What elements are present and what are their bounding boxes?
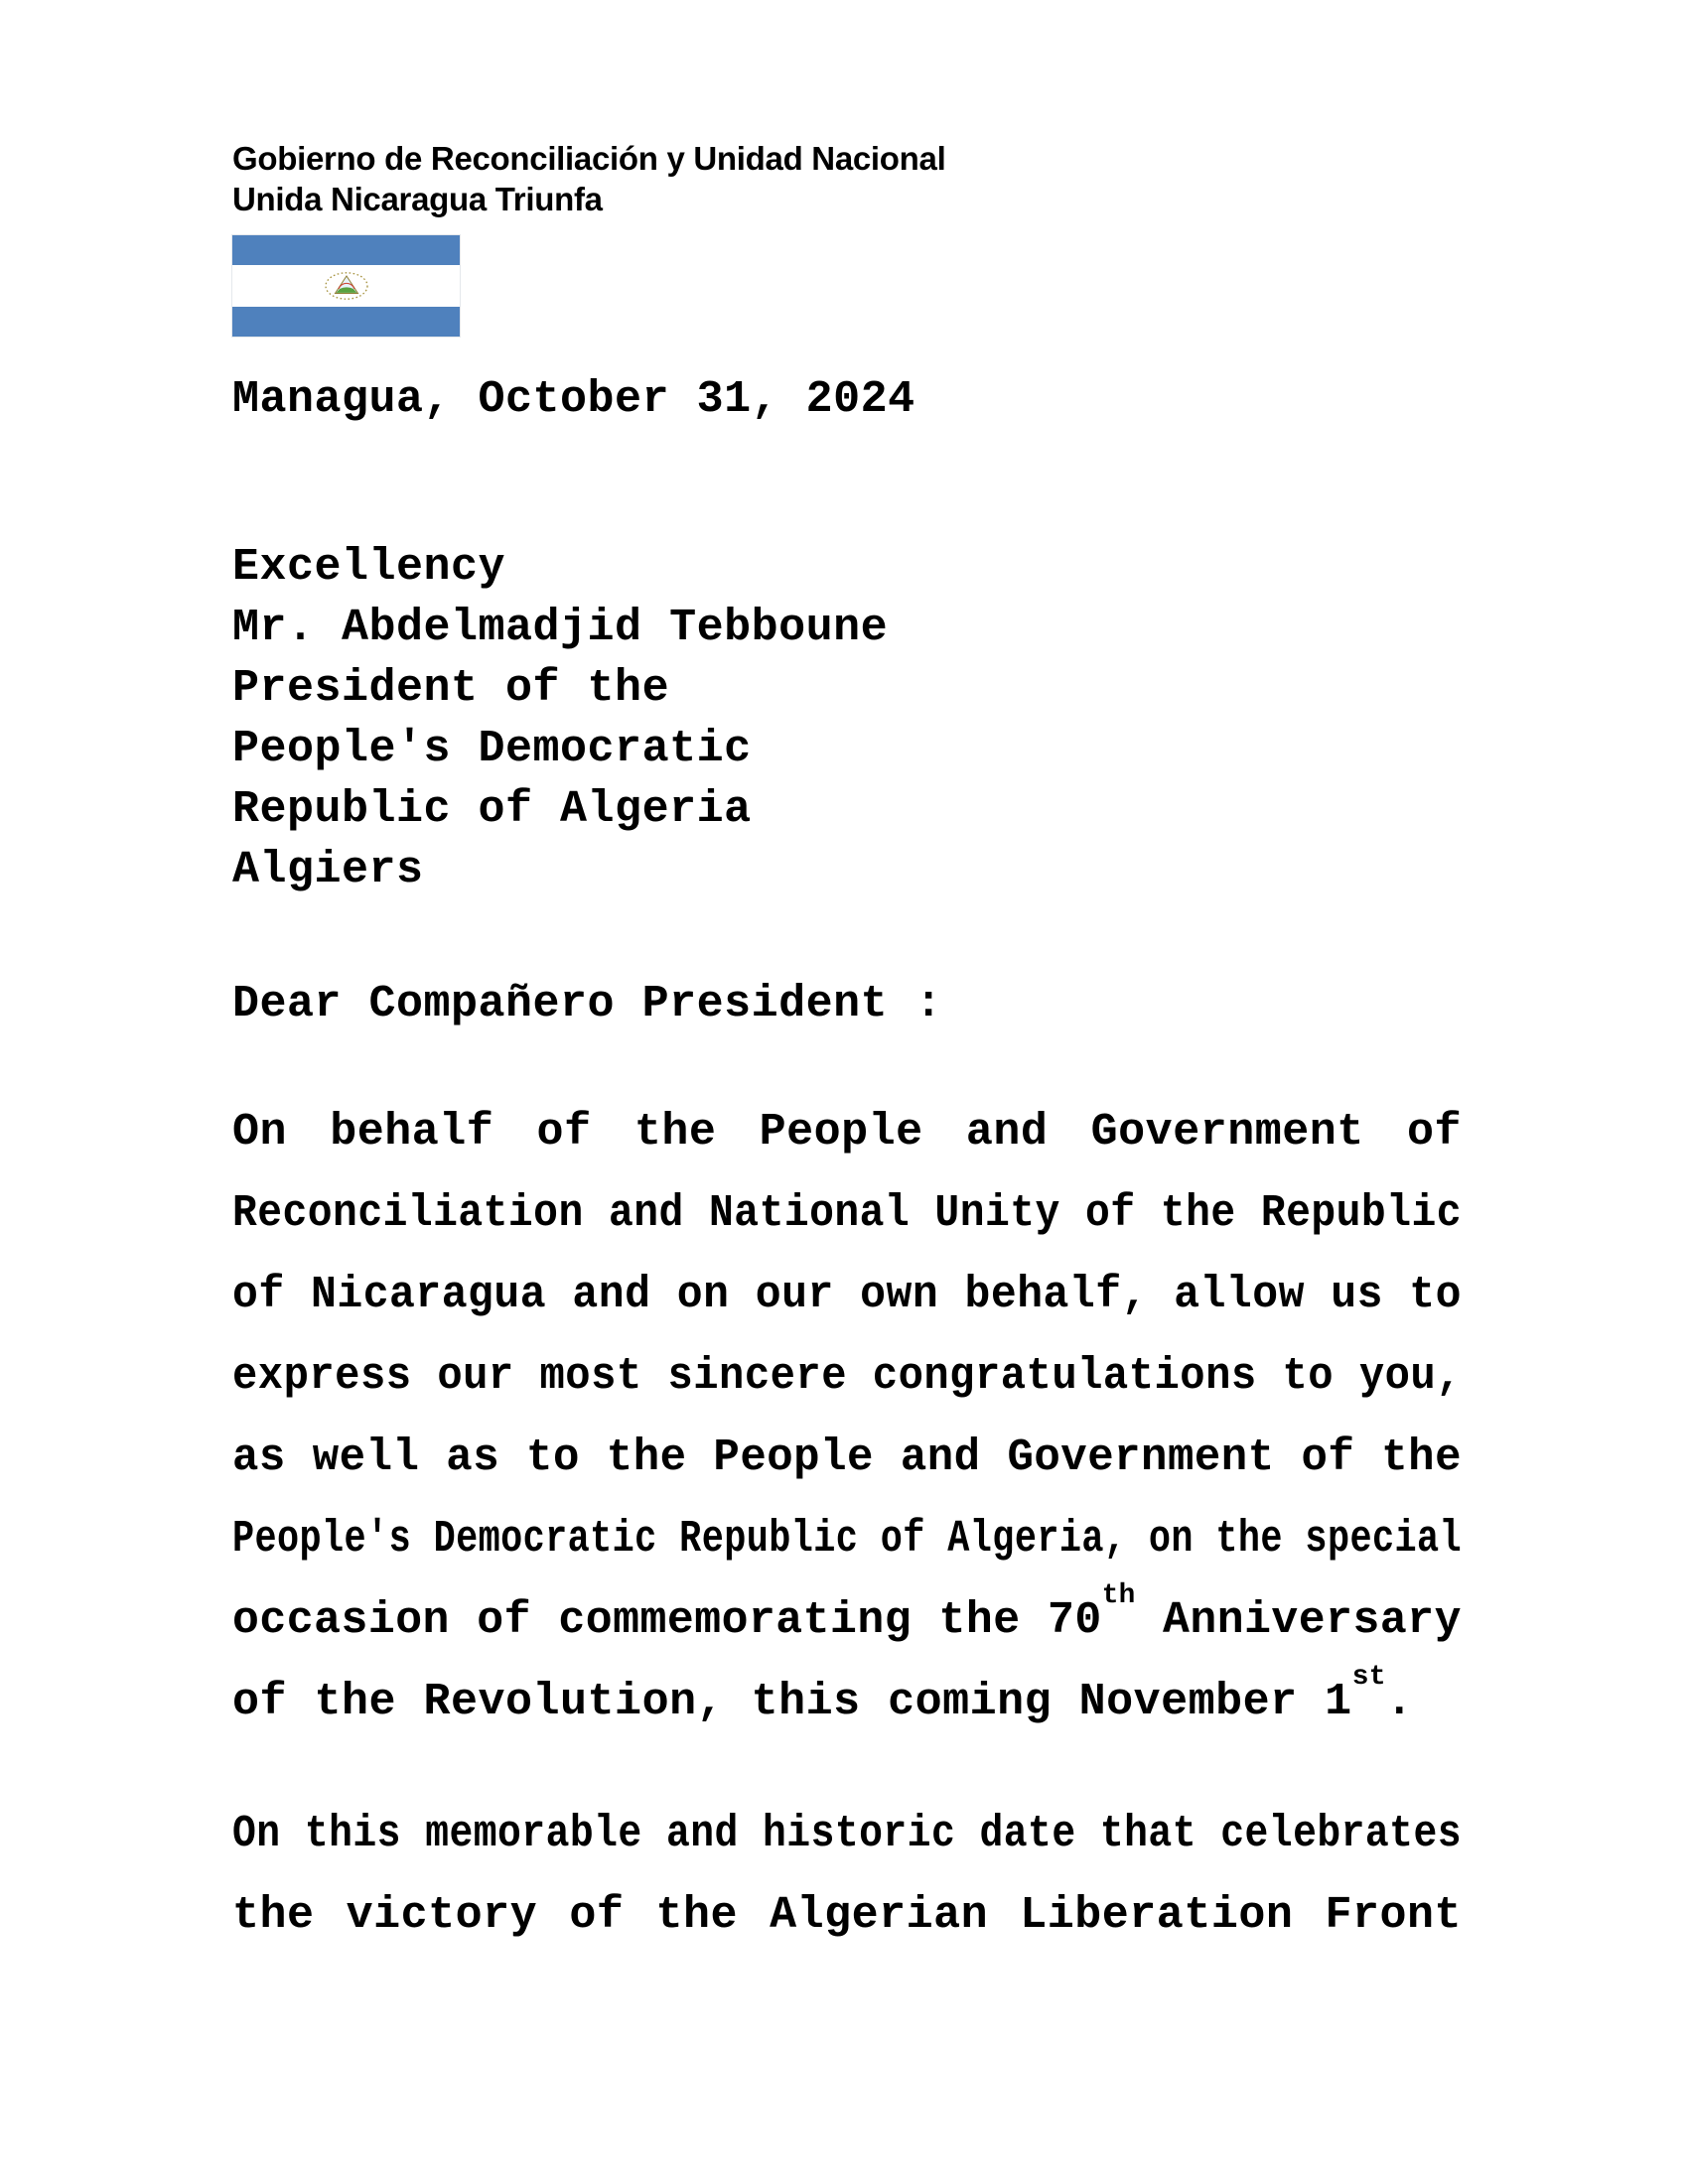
- body-line: the victory of the Algerian Liberation Front: [232, 1890, 1462, 1941]
- recipient-line: Republic of Algeria: [232, 784, 752, 835]
- body-paragraph-2: [232, 1794, 1462, 1957]
- recipient-line: Excellency: [232, 542, 506, 593]
- letterhead-line1: Gobierno de Reconciliación y Unidad Nacional: [232, 140, 946, 177]
- body-line: Reconciliation and National Unity of the Republic: [232, 1188, 1462, 1239]
- body-line: of the Revolution, this coming November 1st.: [232, 1661, 1414, 1727]
- body-line: express our most sincere congratulations to you,: [232, 1351, 1462, 1402]
- letterhead: [232, 138, 945, 219]
- body-line: of Nicaragua and on our own behalf, allow us to: [232, 1270, 1462, 1320]
- body-paragraph-1: [232, 1092, 1462, 1743]
- nicaragua-coat-of-arms-icon: [324, 271, 369, 302]
- letterhead-line2: Unida Nicaragua Triunfa: [232, 181, 603, 217]
- body-line: People's Democratic Republic of Algeria, on the special: [232, 1514, 1462, 1565]
- flag-bottom-stripe: [232, 307, 460, 337]
- recipient-line: President of the: [232, 663, 670, 714]
- body-line: as well as to the People and Government of the: [232, 1433, 1462, 1483]
- recipient-line: Mr. Abdelmadjid Tebboune: [232, 603, 889, 653]
- recipient-block: [232, 537, 888, 900]
- dateline: Managua, October 31, 2024: [232, 374, 915, 425]
- nicaragua-flag-image: [232, 235, 460, 337]
- flag-middle-stripe: [232, 265, 460, 307]
- recipient-line: People's Democratic: [232, 724, 752, 774]
- body-line: On behalf of the People and Government of: [232, 1107, 1462, 1158]
- body-line: occasion of commemorating the 70th Anniversary: [232, 1579, 1462, 1646]
- salutation: Dear Compañero President :: [232, 979, 943, 1029]
- recipient-line: Algiers: [232, 845, 424, 895]
- body-line: On this memorable and historic date that celebrates: [232, 1809, 1462, 1859]
- flag-top-stripe: [232, 235, 460, 265]
